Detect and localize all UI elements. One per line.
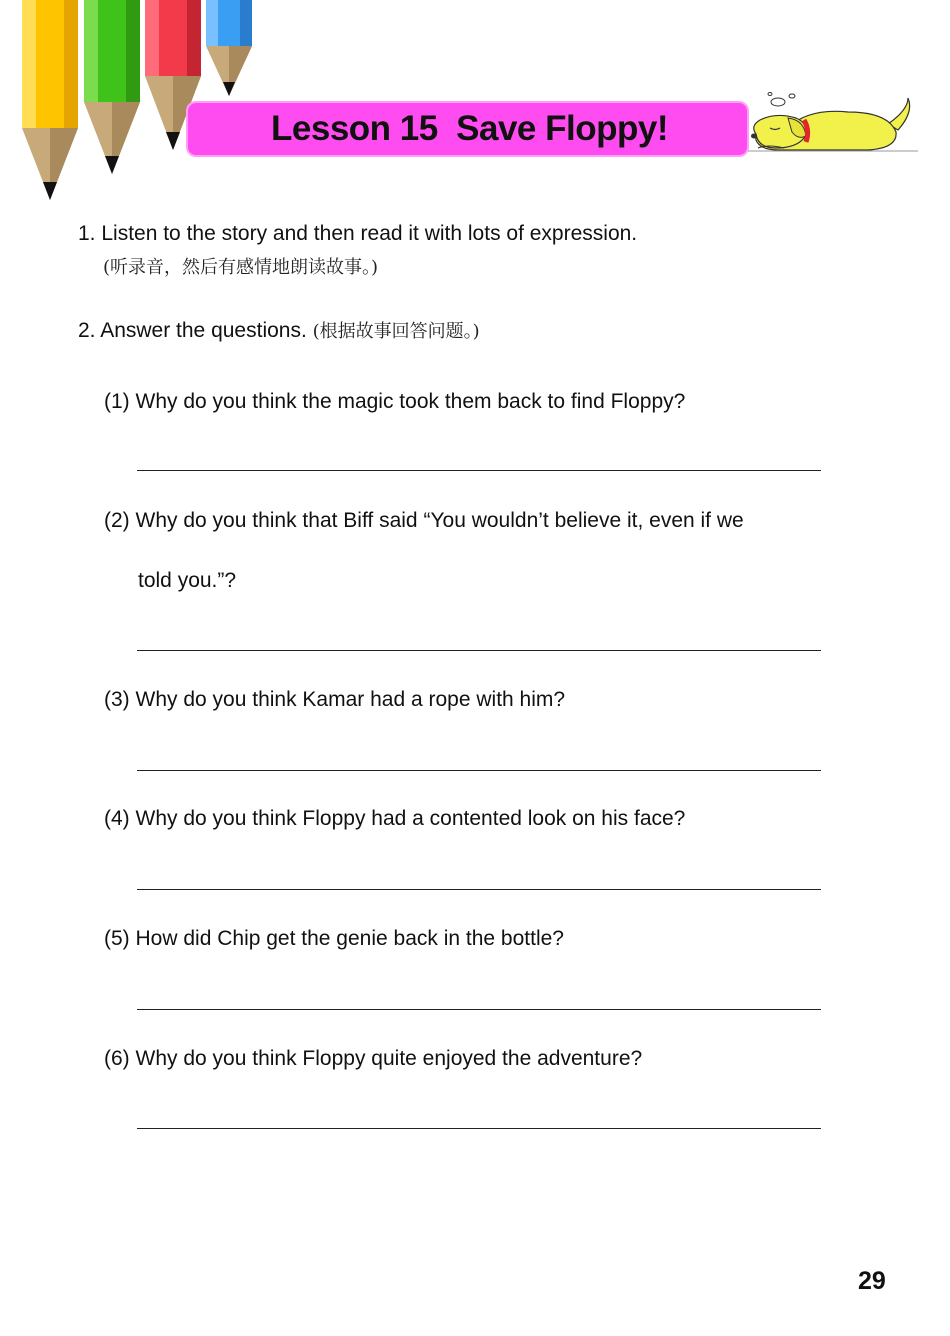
lesson-title-banner: [186, 101, 749, 157]
answer-line-2[interactable]: [137, 650, 821, 651]
question-text: Why do you think the magic took them back to find Floppy?: [135, 390, 686, 413]
question-number: (1): [104, 390, 130, 413]
question-2: [104, 510, 744, 531]
lesson-title: Lesson 15 Save Floppy!: [271, 109, 668, 148]
question-text: Why do you think that Biff said “You wouldn’t believe it, even if we: [135, 509, 744, 532]
task-1-chinese: (听录音，然后有感情地朗读故事。): [103, 257, 379, 278]
task-2-chinese: (根据故事回答问题。): [312, 321, 480, 342]
page-number: 29: [858, 1267, 886, 1295]
question-text: Why do you think Kamar had a rope with him?: [135, 688, 566, 711]
question-text: Why do you think Floppy quite enjoyed the adventure?: [135, 1047, 643, 1070]
question-6: [104, 1048, 642, 1069]
question-4: [104, 808, 685, 829]
answer-line-6[interactable]: [137, 1128, 821, 1129]
question-5: [104, 928, 564, 949]
question-number: (3): [104, 688, 130, 711]
answer-line-4[interactable]: [137, 889, 821, 890]
question-text: Why do you think Floppy had a contented look on his face?: [135, 807, 686, 830]
sleeping-dog-illustration: [748, 90, 918, 156]
task-2-text: 2. Answer the questions.: [78, 319, 307, 342]
question-2-continuation: told you.”?: [138, 569, 237, 592]
question-1: [104, 391, 685, 412]
question-text: How did Chip get the genie back in the bottle?: [135, 927, 564, 950]
answer-line-3[interactable]: [137, 770, 821, 771]
task-1-instruction: 1. Listen to the story and then read it with lots of expression.: [78, 222, 638, 245]
task-2-instruction: [78, 320, 480, 341]
answer-line-1[interactable]: [137, 470, 821, 471]
answer-line-5[interactable]: [137, 1009, 821, 1010]
question-number: (5): [104, 927, 130, 950]
question-3: [104, 689, 565, 710]
question-number: (2): [104, 509, 130, 532]
question-number: (4): [104, 807, 130, 830]
question-number: (6): [104, 1047, 130, 1070]
